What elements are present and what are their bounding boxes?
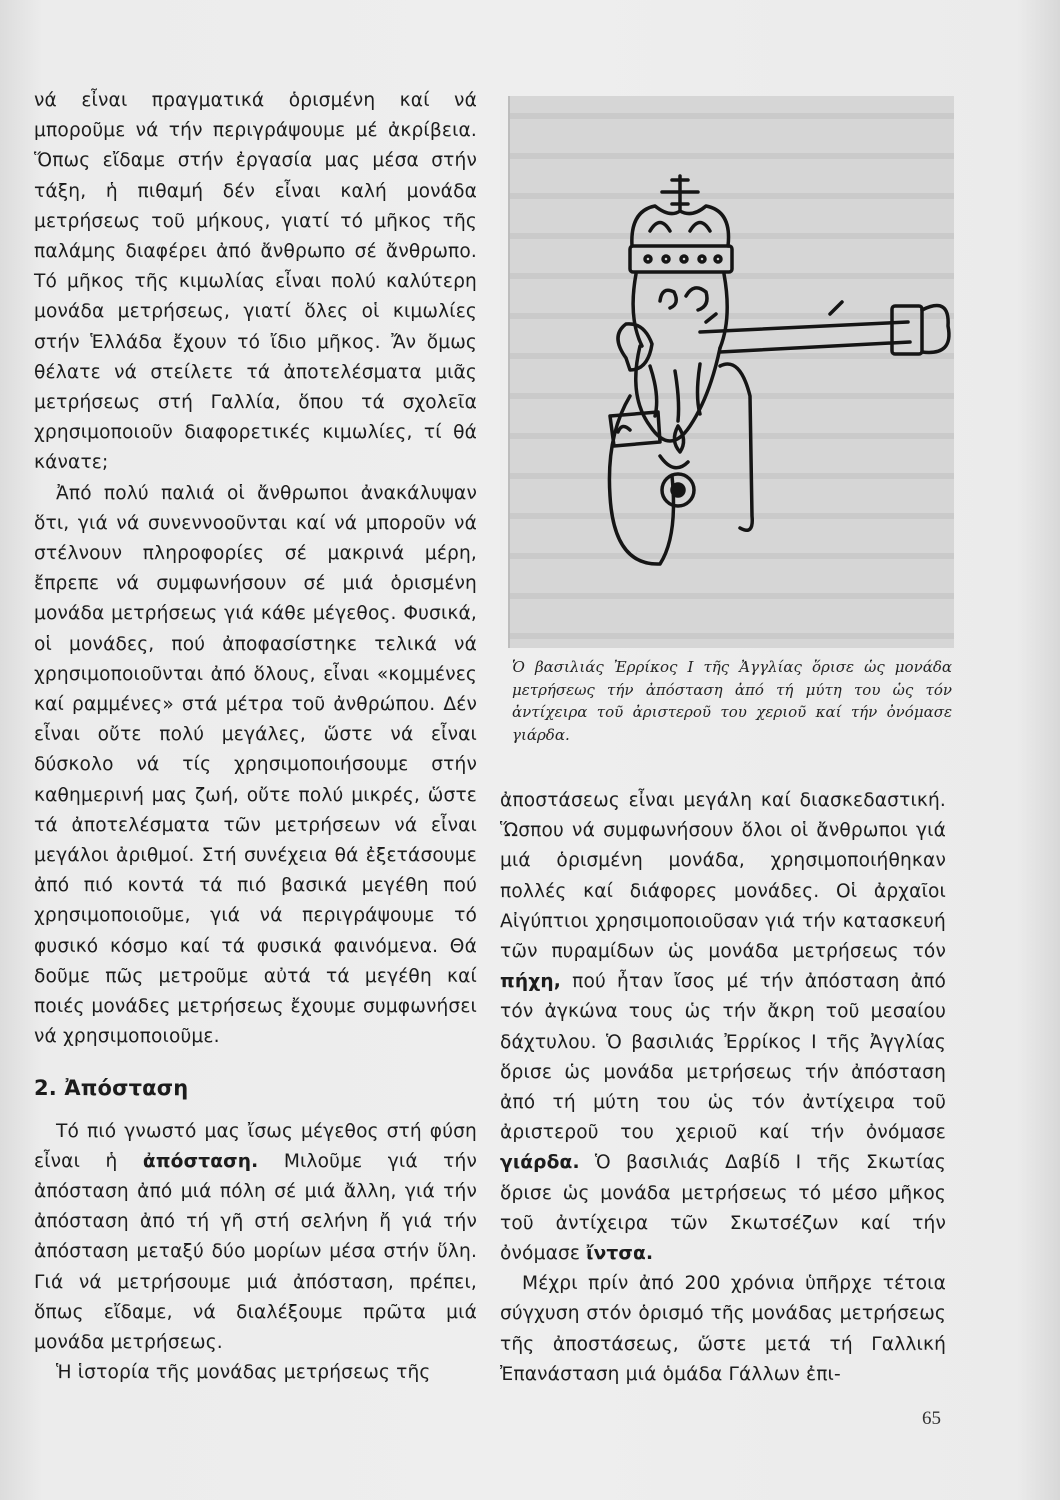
king-drawing [510, 96, 954, 648]
text-run: Τό πιό γνωστό μας ἴσως μέγεθος στή φύση εἶναι ἡ [34, 1120, 477, 1172]
paragraph: νά εἶναι πραγματικά ὁρισμένη καί νά μποροῦμε νά τήν περιγράψουμε μέ ἀκρίβεια. Ὅπως εἴδαμε στήν ἐργασία μας μέσα στήν τάξη, ἡ πιθαμή δέν εἶναι καλή μονάδα μετρήσεως τοῦ μήκους, γιατί τό μῆκος τῆς παλάμης διαφέρει ἀπό ἄνθρωπο σέ ἄνθρωπο. Τό μῆκος τῆς κιμωλίας εἶναι πολύ καλύτερη μονάδα μετρήσεως, γιατί ὅλες οἱ κιμωλίες στήν Ἑλλάδα ἔχουν τό ἴδιο μῆκος. Ἄν ὅμως θέλατε νά στείλετε τά ἀποτελέσματα μιᾶς μετρήσεως στή Γαλλία, ὅπου τά σχολεῖα χρησιμοποιοῦν διαφορετικές κιμωλίες, τί θά κάνατε; [34, 90, 477, 474]
right-column [500, 786, 946, 1390]
page-number: 65 [922, 1408, 941, 1429]
term-yard: γιάρδα. [500, 1152, 580, 1174]
paragraph [34, 1117, 477, 1359]
paragraph [500, 786, 946, 1269]
king-illustration [508, 96, 954, 648]
figure-caption: Ὁ βασιλιάς Ἐρρίκος Ι τῆς Ἀγγλίας ὅρισε ὡς μονάδα μετρήσεως τήν ἀπόσταση ἀπό τή μύτη του ὡς τόν ἀντίχειρα τοῦ ἀριστεροῦ του χεριοῦ καί τήν ὀνόμασε γιάρδα. [512, 658, 952, 744]
text-run: Ὁ βασιλιάς Δαβίδ Ι τῆς Σκωτίας ὅρισε ὡς μονάδα μετρήσεως τό μέσο μῆκος τοῦ ἀντίχειρα τῶν Σκωτσέζων καί τήν ὀνόμασε [500, 1152, 946, 1265]
paragraph: Μέχρι πρίν ἀπό 200 χρόνια ὑπῆρχε τέτοια σύγχυση στόν ὁρισμό τῆς μονάδας μετρήσεως τῆς ἀποστάσεως, ὥστε μετά τή Γαλλική Ἐπανάσταση μιά ὁμάδα Γάλλων ἐπι- [500, 1273, 946, 1385]
section-heading: 2. Ἀπόσταση [34, 1075, 189, 1100]
text-run: ἀποστάσεως εἶναι μεγάλη καί διασκεδαστική. Ὥσπου νά συμφωνήσουν ὅλοι οἱ ἄνθρωποι γιά μιά ὁρισμένη μονάδα, χρησιμοποιήθηκαν πολλές καί διάφορες μονάδες. Οἱ ἀρχαῖοι Αἰγύπτιοι χρησιμοποιοῦσαν γιά τήν κατασκευή τῶν πυραμίδων ὡς μονάδα μετρήσεως τόν [500, 790, 946, 963]
left-column [34, 86, 477, 1388]
term-inch: ἴντσα. [586, 1243, 654, 1265]
term-distance: ἀπόσταση. [142, 1150, 259, 1172]
text-run: πού ἦταν ἴσος μέ τήν ἀπόσταση ἀπό τόν ἀγκώνα τους ὡς τήν ἄκρη τοῦ μεσαίου δάχτυλου. Ὁ βασιλιάς Ἐρρίκος Ι τῆς Ἀγγλίας ὅρισε ὡς μονάδα μετρήσεως τήν ἀπόσταση ἀπό τή μύτη του ὡς τόν ἀντίχειρα τοῦ ἀριστεροῦ του χεριοῦ καί τήν ὀνόμασε [500, 971, 946, 1144]
paragraph: Ἡ ἱστορία τῆς μονάδας μετρήσεως τῆς [56, 1362, 431, 1384]
text-run: Μιλοῦμε γιά τήν ἀπόσταση ἀπό μιά πόλη σέ μιά ἄλλη, γιά τήν ἀπόσταση ἀπό τή γῆ στή σελήνη ἤ γιά τήν ἀπόσταση μεταξύ δύο μορίων μέσα στήν ὕλη. Γιά νά μετρήσουμε μιά ἀπόσταση, πρέπει, ὅπως εἴδαμε, νά διαλέξουμε πρῶτα μιά μονάδα μετρήσεως. [34, 1150, 477, 1353]
paragraph: Ἀπό πολύ παλιά οἱ ἄνθρωποι ἀνακάλυψαν ὅτι, γιά νά συνεννοοῦνται καί νά μποροῦν νά στέλνουν πληροφορίες σέ μακρινά μέρη, ἔπρεπε νά συμφωνήσουν σέ μιά ὁρισμένη μονάδα μετρήσεως γιά κάθε μέγεθος. Φυσικά, οἱ μονάδες, πού ἀποφασίστηκε τελικά νά χρησιμοποιοῦνται ἀπό ὅλους, εἶναι «κομμένες καί ραμμένες» στά μέτρα τοῦ ἀνθρώπου. Δέν εἶναι οὔτε πολύ μεγάλες, ὥστε νά εἶναι δύσκολο νά τίς χρησιμοποιήσουμε στήν καθημερινή μας ζωή, οὔτε πολύ μικρές, ὥστε τά ἀποτελέσματα τῶν μετρήσεων νά εἶναι μεγάλοι ἀριθμοί. Στή συνέχεια θά ἐξετάσουμε ἀπό πιό κοντά τά πιό βασικά μεγέθη πού χρησιμοποιοῦμε, γιά νά περιγράψουμε τό φυσικό κόσμο καί τά φυσικά φαινόμενα. Θά δοῦμε πῶς μετροῦμε αὐτά τά μεγέθη καί ποιές μονάδες μετρήσεως ἔχουμε συμφωνήσει νά χρησιμοποιοῦμε. [34, 482, 477, 1048]
term-cubit: πήχη, [500, 971, 561, 993]
